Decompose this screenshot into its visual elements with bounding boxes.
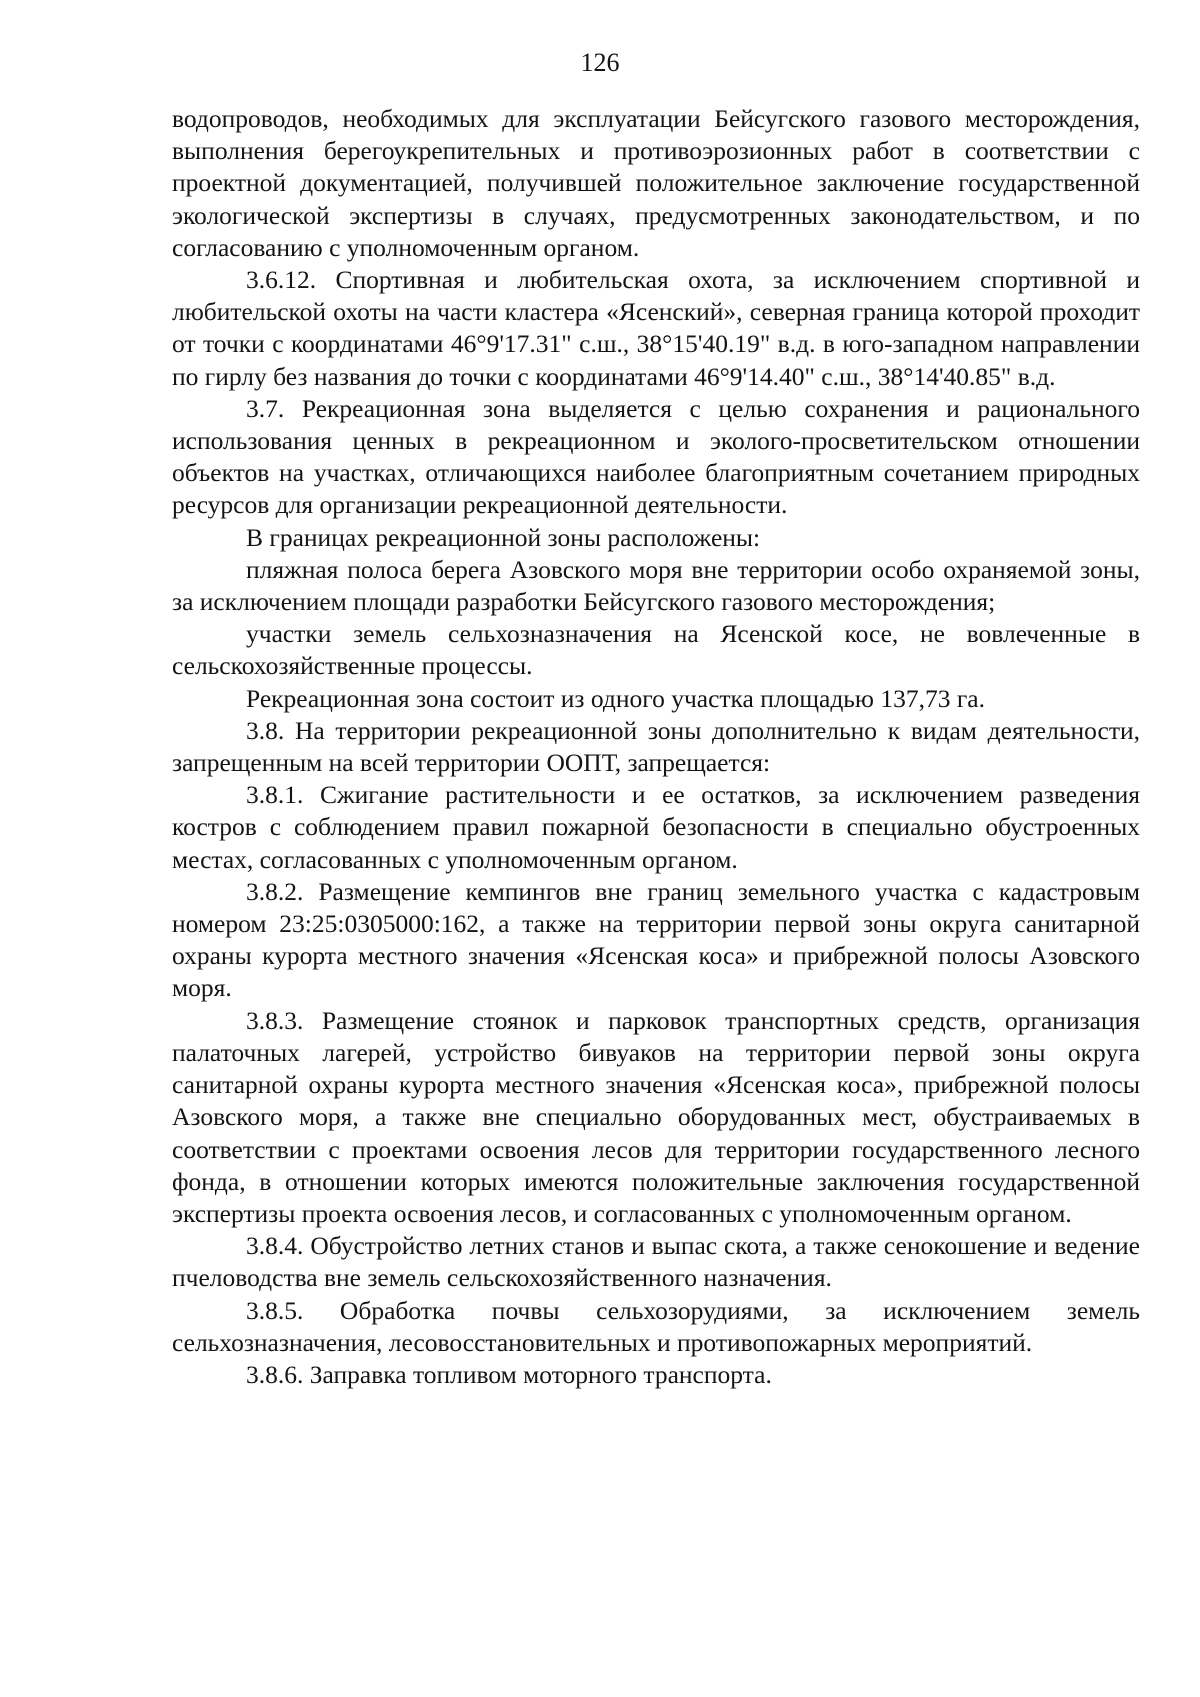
paragraph-3-7: 3.7. Рекреационная зона выделяется с целью сохранения и рационального использования ценных в рекреационном и эколого-просветительском отношении объектов на участках, отличающихся наиболее благоприятным сочетанием природных ресурсов для организации рекреационной деятельности. <box>172 393 1140 520</box>
paragraph-3-6-12: 3.6.12. Спортивная и любительская охота, за исключением спортивной и любительской охоты на части кластера «Ясенский», северная граница которой проходит от точки с координатами 46°9'17.31" с.ш., 38°15'40.19" в.д. в юго-западном направлении по гирлу без названия до точки с координатами 46°9'14.40" с.ш., 38°14'40.85" в.д. <box>172 265 1140 391</box>
document-body <box>172 103 1140 1391</box>
paragraph-beach-strip: пляжная полоса берега Азовского моря вне территории особо охраняемой зоны, за исключением площади разработки Бейсугского газового месторождения; <box>172 554 1140 617</box>
paragraph-3-8-5: 3.8.5. Обработка почвы сельхозорудиями, за исключением земель сельхозназначения, лесовосстановительных и противопожарных мероприятий. <box>172 1295 1140 1357</box>
paragraph-3-8: 3.8. На территории рекреационной зоны дополнительно к видам деятельности, запрещенным на всей территории ООПТ, запрещается: <box>172 715 1140 778</box>
paragraph-3-8-3: 3.8.3. Размещение стоянок и парковок транспортных средств, организация палаточных лагерей, устройство бивуаков на территории первой зоны округа санитарной охраны курорта местного значения «Ясенская коса», прибрежной полосы Азовского моря, а также вне специально оборудованных мест, обустраиваемых в соответствии с проектами освоения лесов для территории государственного лесного фонда, в отношении которых имеются положительные заключения государственной экспертизы проекта освоения лесов, и согласованных с уполномоченным органом. <box>172 1005 1140 1228</box>
page-number: 126 <box>580 48 620 77</box>
paragraph-3-8-4: 3.8.4. Обустройство летних станов и выпас скота, а также сенокошение и ведение пчеловодства вне земель сельскохозяйственного назначения. <box>172 1231 1140 1293</box>
paragraph-3-8-2: 3.8.2. Размещение кемпингов вне границ земельного участка с кадастровым номером 23:25:0305000:162, а также на территории первой зоны округа санитарной охраны курорта местного значения «Ясенская коса» и прибрежной полосы Азовского моря. <box>172 876 1140 1003</box>
paragraph-continuation: водопроводов, необходимых для эксплуатации Бейсугского газового месторождения, выполнения берегоукрепительных и противоэрозионных работ в соответствии с проектной документацией, получившей положительное заключение государственной экологической экспертизы в случаях, предусмотренных законодательством, и по согласованию с уполномоченным органом. <box>172 104 1140 262</box>
paragraph-zone-area: Рекреационная зона состоит из одного участка площадью 137,73 га. <box>246 683 986 713</box>
paragraph-agricultural-plots: участки земель сельхозназначения на Ясенской косе, не вовлеченные в сельскохозяйственные процессы. <box>172 619 1140 681</box>
paragraph-recreation-zone-intro: В границах рекреационной зоны расположены: <box>246 522 761 552</box>
paragraph-3-8-1: 3.8.1. Сжигание растительности и ее остатков, за исключением разведения костров с соблюдением правил пожарной безопасности в специально обустроенных местах, согласованных с уполномоченным органом. <box>172 780 1140 874</box>
paragraph-3-8-6: 3.8.6. Заправка топливом моторного транспорта. <box>246 1359 772 1389</box>
